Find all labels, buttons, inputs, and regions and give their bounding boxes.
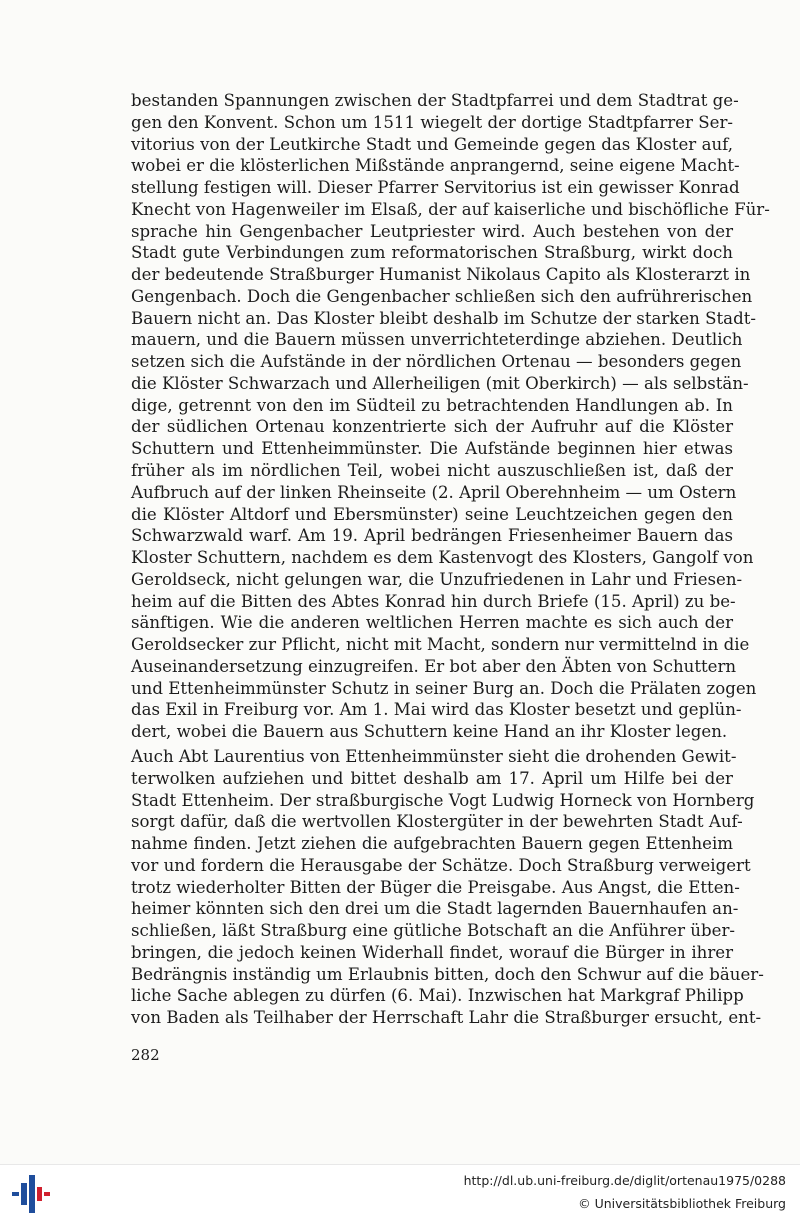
text-line: sprache hin Gengenbacher Leutpriester wird. Auch bestehen von der [131, 221, 733, 241]
text-line: gen den Konvent. Schon um 1511 wiegelt der dortige Stadtpfarrer Ser- [131, 112, 733, 132]
footer-bar [0, 1164, 800, 1221]
text-line: nahme finden. Jetzt ziehen die aufgebrachten Bauern gegen Ettenheim [131, 834, 733, 854]
text-line: schließen, läßt Straßburg eine gütliche Botschaft an die Anführer über- [131, 921, 735, 941]
text-line: bestanden Spannungen zwischen der Stadtpfarrei und dem Stadtrat ge- [131, 91, 739, 110]
text-line: liche Sache ablegen zu dürfen (6. Mai). Inzwischen hat Markgraf Philipp [131, 986, 744, 1006]
text-line: Aufbruch auf der linken Rheinseite (2. April Oberehnheim — um Ostern [131, 482, 737, 502]
text-line: von Baden als Teilhaber der Herrschaft Lahr die Straßburger ersucht, ent- [131, 1008, 762, 1028]
text-line: Stadt Ettenheim. Der straßburgische Vogt Ludwig Horneck von Hornberg [131, 790, 755, 810]
text-line: vitorius von der Leutkirche Stadt und Gemeinde gegen das Kloster auf, [131, 134, 733, 154]
text-line: mauern, und die Bauern müssen unverrichteterdinge abziehen. Deutlich [131, 330, 743, 350]
text-line: und Ettenheimmünster Schutz in seiner Burg an. Doch die Prälaten zogen [131, 678, 757, 698]
text-line: Schuttern und Ettenheimmünster. Die Aufstände beginnen hier etwas [131, 439, 733, 459]
text-line: die Klöster Schwarzach und Allerheiligen (mit Oberkirch) — als selbstän- [131, 373, 749, 393]
source-url-link[interactable]: http://dl.ub.uni-freiburg.de/diglit/ortenau1975/0288 [463, 1173, 786, 1188]
text-line: die Klöster Altdorf und Ebersmünster) seine Leuchtzeichen gegen den [131, 504, 733, 524]
text-line: stellung festigen will. Dieser Pfarrer Servitorius ist ein gewisser Konrad [131, 178, 740, 198]
text-line: heimer könnten sich den drei um die Stadt lagernden Bauernhaufen an- [131, 899, 739, 919]
text-line: Schwarzwald warf. Am 19. April bedrängen Friesenheimer Bauern das [131, 526, 733, 546]
text-line: sorgt dafür, daß die wertvollen Klostergüter in der bewehrten Stadt Auf- [131, 812, 743, 832]
text-line: das Exil in Freiburg vor. Am 1. Mai wird das Kloster besetzt und geplün- [131, 700, 742, 720]
text-line: Bedrängnis inständig um Erlaubnis bitten, doch den Schwur auf die bäuer- [131, 964, 764, 984]
page-number: 282 [131, 1046, 160, 1064]
text-line: früher als im nördlichen Teil, wobei nicht auszuschließen ist, daß der [131, 461, 733, 481]
text-line: der südlichen Ortenau konzentrierte sich der Aufruhr auf die Klöster [131, 417, 733, 437]
text-line: dert, wobei die Bauern aus Schuttern keine Hand an ihr Kloster legen. [131, 722, 728, 742]
text-line: Auseinandersetzung einzugreifen. Er bot aber den Äbten von Schuttern [131, 656, 737, 676]
copyright-notice: © Universitätsbibliothek Freiburg [578, 1196, 786, 1211]
text-line: Kloster Schuttern, nachdem es dem Kastenvogt des Klosters, Gangolf von [131, 548, 754, 568]
text-line: wobei er die klösterlichen Mißstände anprangernd, seine eigene Macht- [131, 156, 740, 176]
ub-freiburg-logo-icon [12, 1175, 50, 1213]
text-line: trotz wiederholter Bitten der Büger die Preisgabe. Aus Angst, die Etten- [131, 877, 740, 897]
paragraph-1 [131, 90, 770, 743]
text-line: Bauern nicht an. Das Kloster bleibt deshalb im Schutze der starken Stadt- [131, 308, 756, 328]
text-line: heim auf die Bitten des Abtes Konrad hin durch Briefe (15. April) zu be- [131, 591, 736, 611]
text-line: Geroldsecker zur Pflicht, nicht mit Macht, sondern nur vermittelnd in die [131, 635, 750, 655]
text-line: setzen sich die Aufstände in der nördlichen Ortenau — besonders gegen [131, 352, 742, 372]
text-line: Knecht von Hagenweiler im Elsaß, der auf kaiserliche und bischöfliche Für- [131, 199, 770, 219]
text-line: sänftigen. Wie die anderen weltlichen Herren machte es sich auch der [131, 613, 733, 633]
text-line: vor und fordern die Herausgabe der Schätze. Doch Straßburg verweigert [131, 855, 751, 875]
text-line: dige, getrennt von den im Südteil zu betrachtenden Handlungen ab. In [131, 395, 733, 415]
text-line: Stadt gute Verbindungen zum reformatorischen Straßburg, wirkt doch [131, 243, 733, 263]
text-line: terwolken aufziehen und bittet deshalb am 17. April um Hilfe bei der [131, 768, 733, 788]
text-line: der bedeutende Straßburger Humanist Nikolaus Capito als Klosterarzt in [131, 265, 751, 285]
text-line: Auch Abt Laurentius von Ettenheimmünster sieht die drohenden Gewit- [131, 747, 737, 766]
paragraph-2 [131, 746, 764, 1029]
text-line: Geroldseck, nicht gelungen war, die Unzufriedenen in Lahr und Friesen- [131, 569, 743, 589]
text-line: bringen, die jedoch keinen Widerhall findet, worauf die Bürger in ihrer [131, 942, 733, 962]
text-line: Gengenbach. Doch die Gengenbacher schließen sich den aufrührerischen [131, 286, 753, 306]
